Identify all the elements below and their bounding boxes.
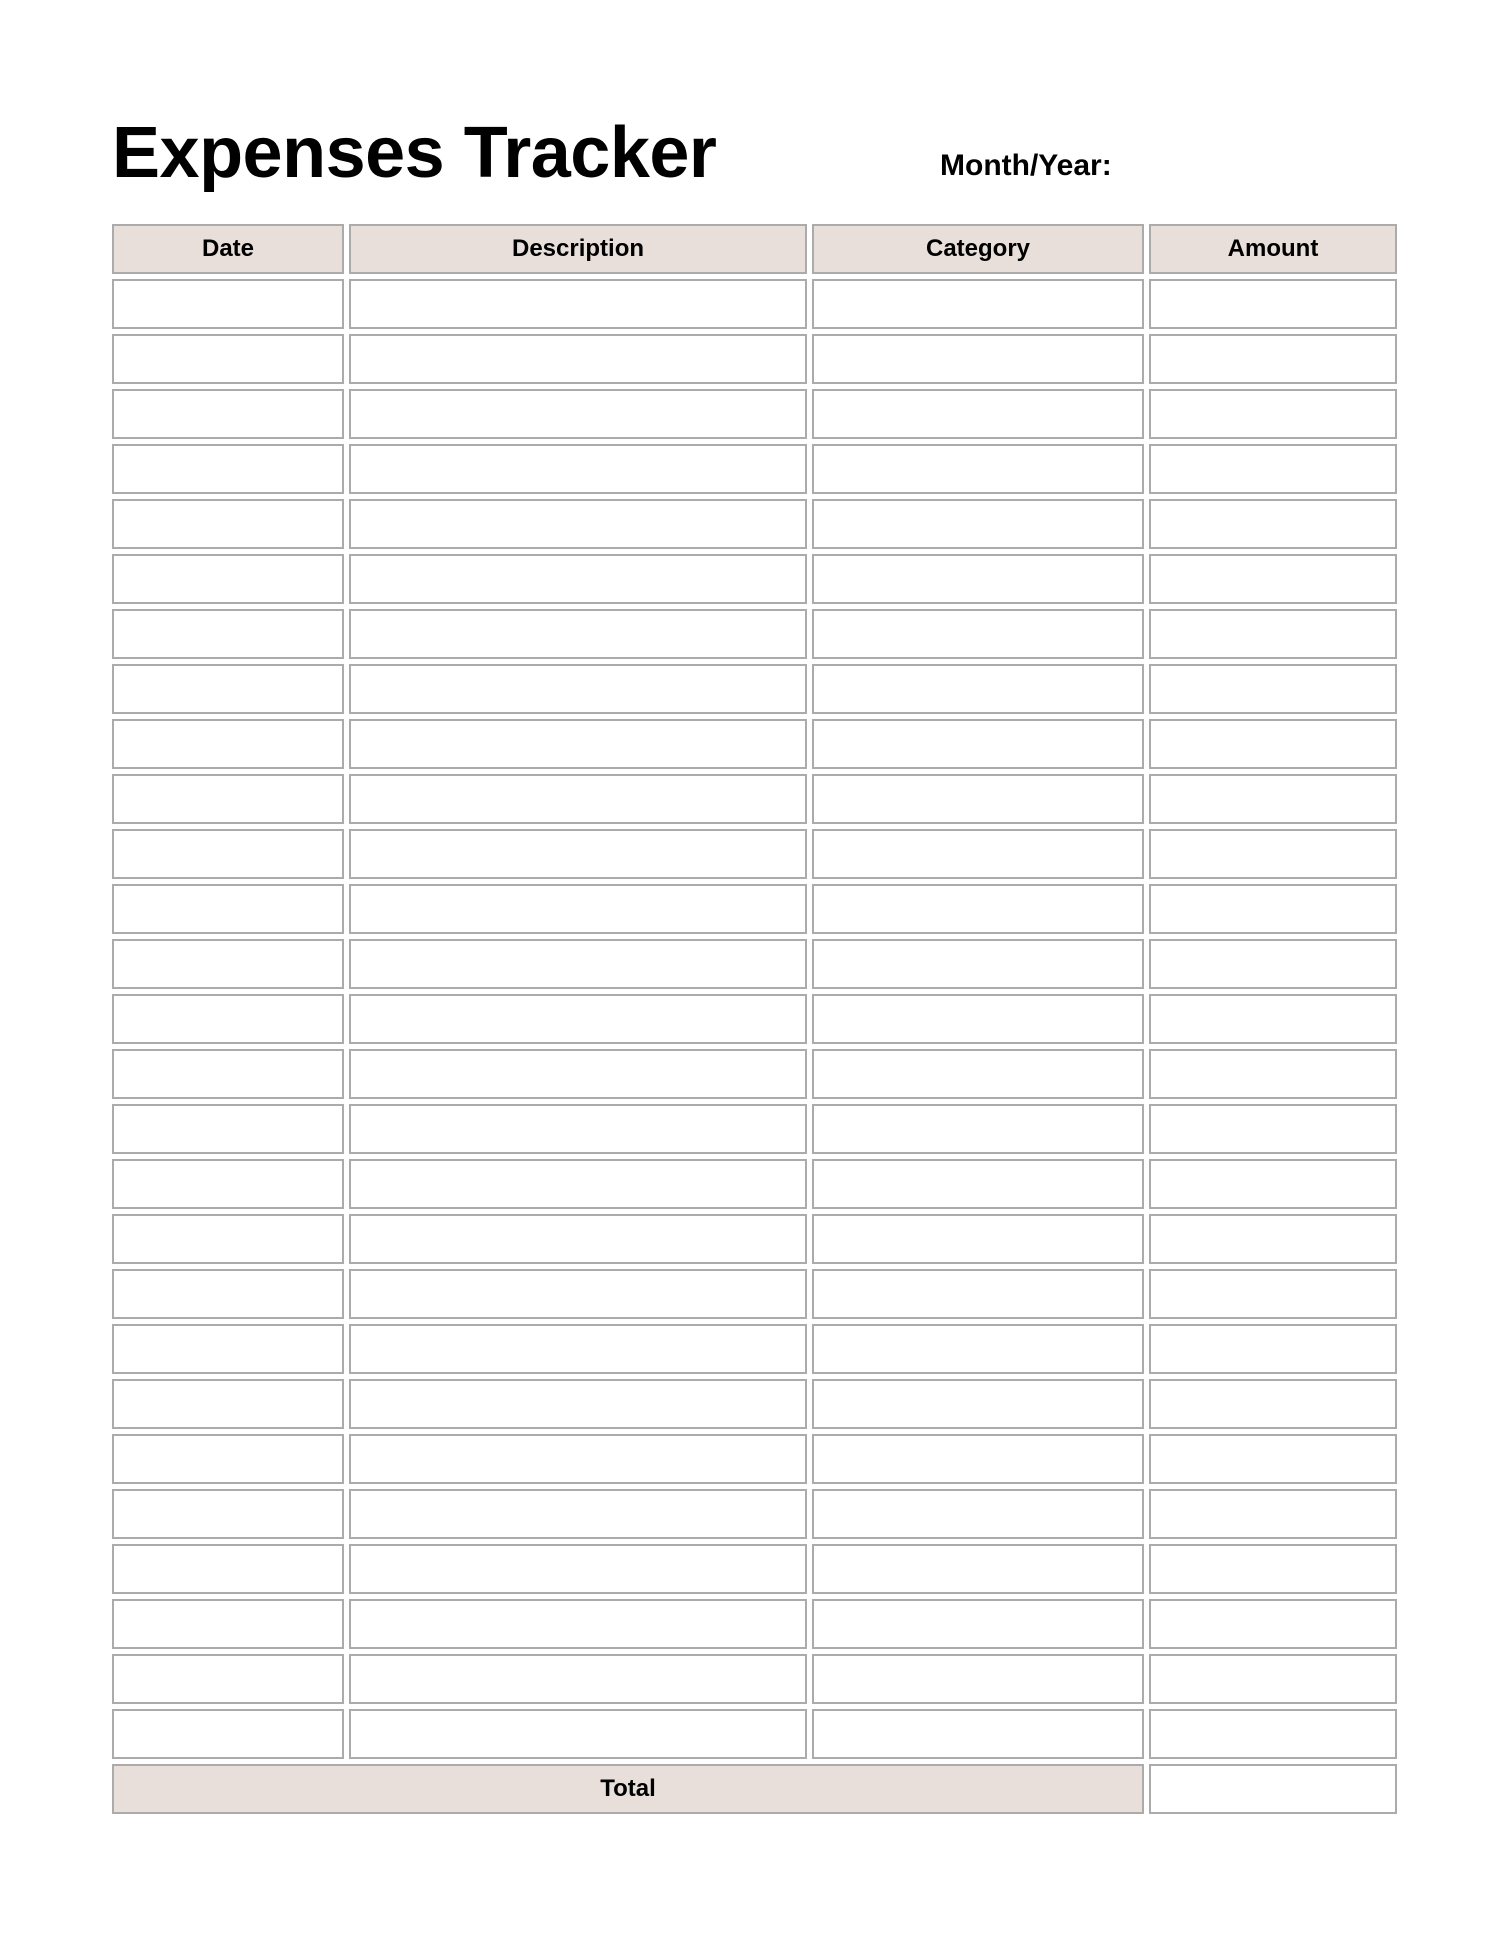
date-cell[interactable] (112, 1544, 344, 1594)
total-amount-cell[interactable] (1149, 1764, 1397, 1814)
page-title: Expenses Tracker (112, 113, 717, 193)
date-cell[interactable] (112, 1214, 344, 1264)
amount-cell[interactable] (1149, 499, 1397, 549)
description-cell[interactable] (349, 554, 807, 604)
description-cell[interactable] (349, 1709, 807, 1759)
category-cell[interactable] (812, 389, 1144, 439)
table-row (112, 829, 1397, 879)
month-year-label: Month/Year: (940, 149, 1112, 182)
amount-cell[interactable] (1149, 1269, 1397, 1319)
category-cell[interactable] (812, 829, 1144, 879)
total-row (112, 1764, 1397, 1814)
description-cell[interactable] (349, 1434, 807, 1484)
date-cell[interactable] (112, 829, 344, 879)
category-cell[interactable] (812, 554, 1144, 604)
amount-cell[interactable] (1149, 1489, 1397, 1539)
amount-cell[interactable] (1149, 1654, 1397, 1704)
date-cell[interactable] (112, 1049, 344, 1099)
date-cell[interactable] (112, 774, 344, 824)
amount-cell[interactable] (1149, 829, 1397, 879)
amount-cell[interactable] (1149, 389, 1397, 439)
amount-cell[interactable] (1149, 554, 1397, 604)
amount-cell[interactable] (1149, 1434, 1397, 1484)
description-cell[interactable] (349, 1379, 807, 1429)
table-row (112, 499, 1397, 549)
table-body (112, 279, 1397, 1759)
table-row (112, 1049, 1397, 1099)
category-cell[interactable] (812, 939, 1144, 989)
category-cell[interactable] (812, 1709, 1144, 1759)
table-row (112, 334, 1397, 384)
category-cell[interactable] (812, 1489, 1144, 1539)
category-cell[interactable] (812, 334, 1144, 384)
amount-cell[interactable] (1149, 939, 1397, 989)
table-row (112, 1324, 1397, 1374)
description-cell[interactable] (349, 1104, 807, 1154)
description-cell[interactable] (349, 279, 807, 329)
description-cell[interactable] (349, 1544, 807, 1594)
table-row (112, 609, 1397, 659)
description-cell[interactable] (349, 499, 807, 549)
table-row (112, 1159, 1397, 1209)
description-cell[interactable] (349, 334, 807, 384)
amount-cell[interactable] (1149, 1049, 1397, 1099)
table-row (112, 1434, 1397, 1484)
date-cell[interactable] (112, 664, 344, 714)
description-cell[interactable] (349, 1214, 807, 1264)
category-cell[interactable] (812, 1104, 1144, 1154)
date-cell[interactable] (112, 554, 344, 604)
date-cell[interactable] (112, 279, 344, 329)
amount-cell[interactable] (1149, 994, 1397, 1044)
category-cell[interactable] (812, 1654, 1144, 1704)
category-cell[interactable] (812, 609, 1144, 659)
amount-cell[interactable] (1149, 1324, 1397, 1374)
date-cell[interactable] (112, 884, 344, 934)
date-cell[interactable] (112, 1159, 344, 1209)
category-cell[interactable] (812, 1544, 1144, 1594)
date-cell[interactable] (112, 1269, 344, 1319)
table-header-row (112, 224, 1397, 274)
table-row (112, 664, 1397, 714)
date-cell[interactable] (112, 609, 344, 659)
description-cell[interactable] (349, 609, 807, 659)
date-cell[interactable] (112, 1434, 344, 1484)
category-cell[interactable] (812, 1214, 1144, 1264)
amount-cell[interactable] (1149, 664, 1397, 714)
category-cell[interactable] (812, 774, 1144, 824)
amount-cell[interactable] (1149, 1379, 1397, 1429)
amount-cell[interactable] (1149, 1544, 1397, 1594)
description-cell[interactable] (349, 1654, 807, 1704)
category-cell[interactable] (812, 719, 1144, 769)
amount-cell[interactable] (1149, 1599, 1397, 1649)
table-row (112, 1104, 1397, 1154)
table-row (112, 994, 1397, 1044)
table-row (112, 1654, 1397, 1704)
column-header-description: Description (349, 224, 807, 274)
description-cell[interactable] (349, 1324, 807, 1374)
date-cell[interactable] (112, 1489, 344, 1539)
category-cell[interactable] (812, 499, 1144, 549)
expenses-table (112, 224, 1397, 1819)
table-row (112, 389, 1397, 439)
amount-cell[interactable] (1149, 774, 1397, 824)
table-row (112, 1599, 1397, 1649)
table-row (112, 774, 1397, 824)
amount-cell[interactable] (1149, 1214, 1397, 1264)
category-cell[interactable] (812, 1269, 1144, 1319)
amount-cell[interactable] (1149, 609, 1397, 659)
description-cell[interactable] (349, 1049, 807, 1099)
category-cell[interactable] (812, 1324, 1144, 1374)
date-cell[interactable] (112, 1379, 344, 1429)
amount-cell[interactable] (1149, 1159, 1397, 1209)
description-cell[interactable] (349, 1489, 807, 1539)
date-cell[interactable] (112, 389, 344, 439)
category-cell[interactable] (812, 1159, 1144, 1209)
table-row (112, 1269, 1397, 1319)
amount-cell[interactable] (1149, 444, 1397, 494)
table-row (112, 1709, 1397, 1759)
category-cell[interactable] (812, 1434, 1144, 1484)
description-cell[interactable] (349, 774, 807, 824)
amount-cell[interactable] (1149, 334, 1397, 384)
column-header-category: Category (812, 224, 1144, 274)
column-header-amount: Amount (1149, 224, 1397, 274)
date-cell[interactable] (112, 1654, 344, 1704)
total-label: Total (112, 1764, 1144, 1814)
table-row (112, 554, 1397, 604)
table-row (112, 444, 1397, 494)
description-cell[interactable] (349, 994, 807, 1044)
amount-cell[interactable] (1149, 1709, 1397, 1759)
description-cell[interactable] (349, 719, 807, 769)
date-cell[interactable] (112, 719, 344, 769)
amount-cell[interactable] (1149, 279, 1397, 329)
date-cell[interactable] (112, 1324, 344, 1374)
description-cell[interactable] (349, 939, 807, 989)
column-header-date: Date (112, 224, 344, 274)
description-cell[interactable] (349, 1269, 807, 1319)
date-cell[interactable] (112, 994, 344, 1044)
date-cell[interactable] (112, 1709, 344, 1759)
category-cell[interactable] (812, 1049, 1144, 1099)
amount-cell[interactable] (1149, 884, 1397, 934)
amount-cell[interactable] (1149, 1104, 1397, 1154)
table-row (112, 1544, 1397, 1594)
category-cell[interactable] (812, 664, 1144, 714)
table-row (112, 939, 1397, 989)
description-cell[interactable] (349, 829, 807, 879)
description-cell[interactable] (349, 389, 807, 439)
category-cell[interactable] (812, 994, 1144, 1044)
description-cell[interactable] (349, 1159, 807, 1209)
date-cell[interactable] (112, 939, 344, 989)
table-row (112, 1489, 1397, 1539)
table-row (112, 1214, 1397, 1264)
date-cell[interactable] (112, 444, 344, 494)
date-cell[interactable] (112, 334, 344, 384)
category-cell[interactable] (812, 279, 1144, 329)
description-cell[interactable] (349, 1599, 807, 1649)
category-cell[interactable] (812, 1379, 1144, 1429)
category-cell[interactable] (812, 884, 1144, 934)
table-row (112, 884, 1397, 934)
description-cell[interactable] (349, 664, 807, 714)
table-row (112, 1379, 1397, 1429)
category-cell[interactable] (812, 444, 1144, 494)
description-cell[interactable] (349, 444, 807, 494)
date-cell[interactable] (112, 1104, 344, 1154)
date-cell[interactable] (112, 499, 344, 549)
amount-cell[interactable] (1149, 719, 1397, 769)
table-row (112, 719, 1397, 769)
description-cell[interactable] (349, 884, 807, 934)
category-cell[interactable] (812, 1599, 1144, 1649)
table-row (112, 279, 1397, 329)
date-cell[interactable] (112, 1599, 344, 1649)
